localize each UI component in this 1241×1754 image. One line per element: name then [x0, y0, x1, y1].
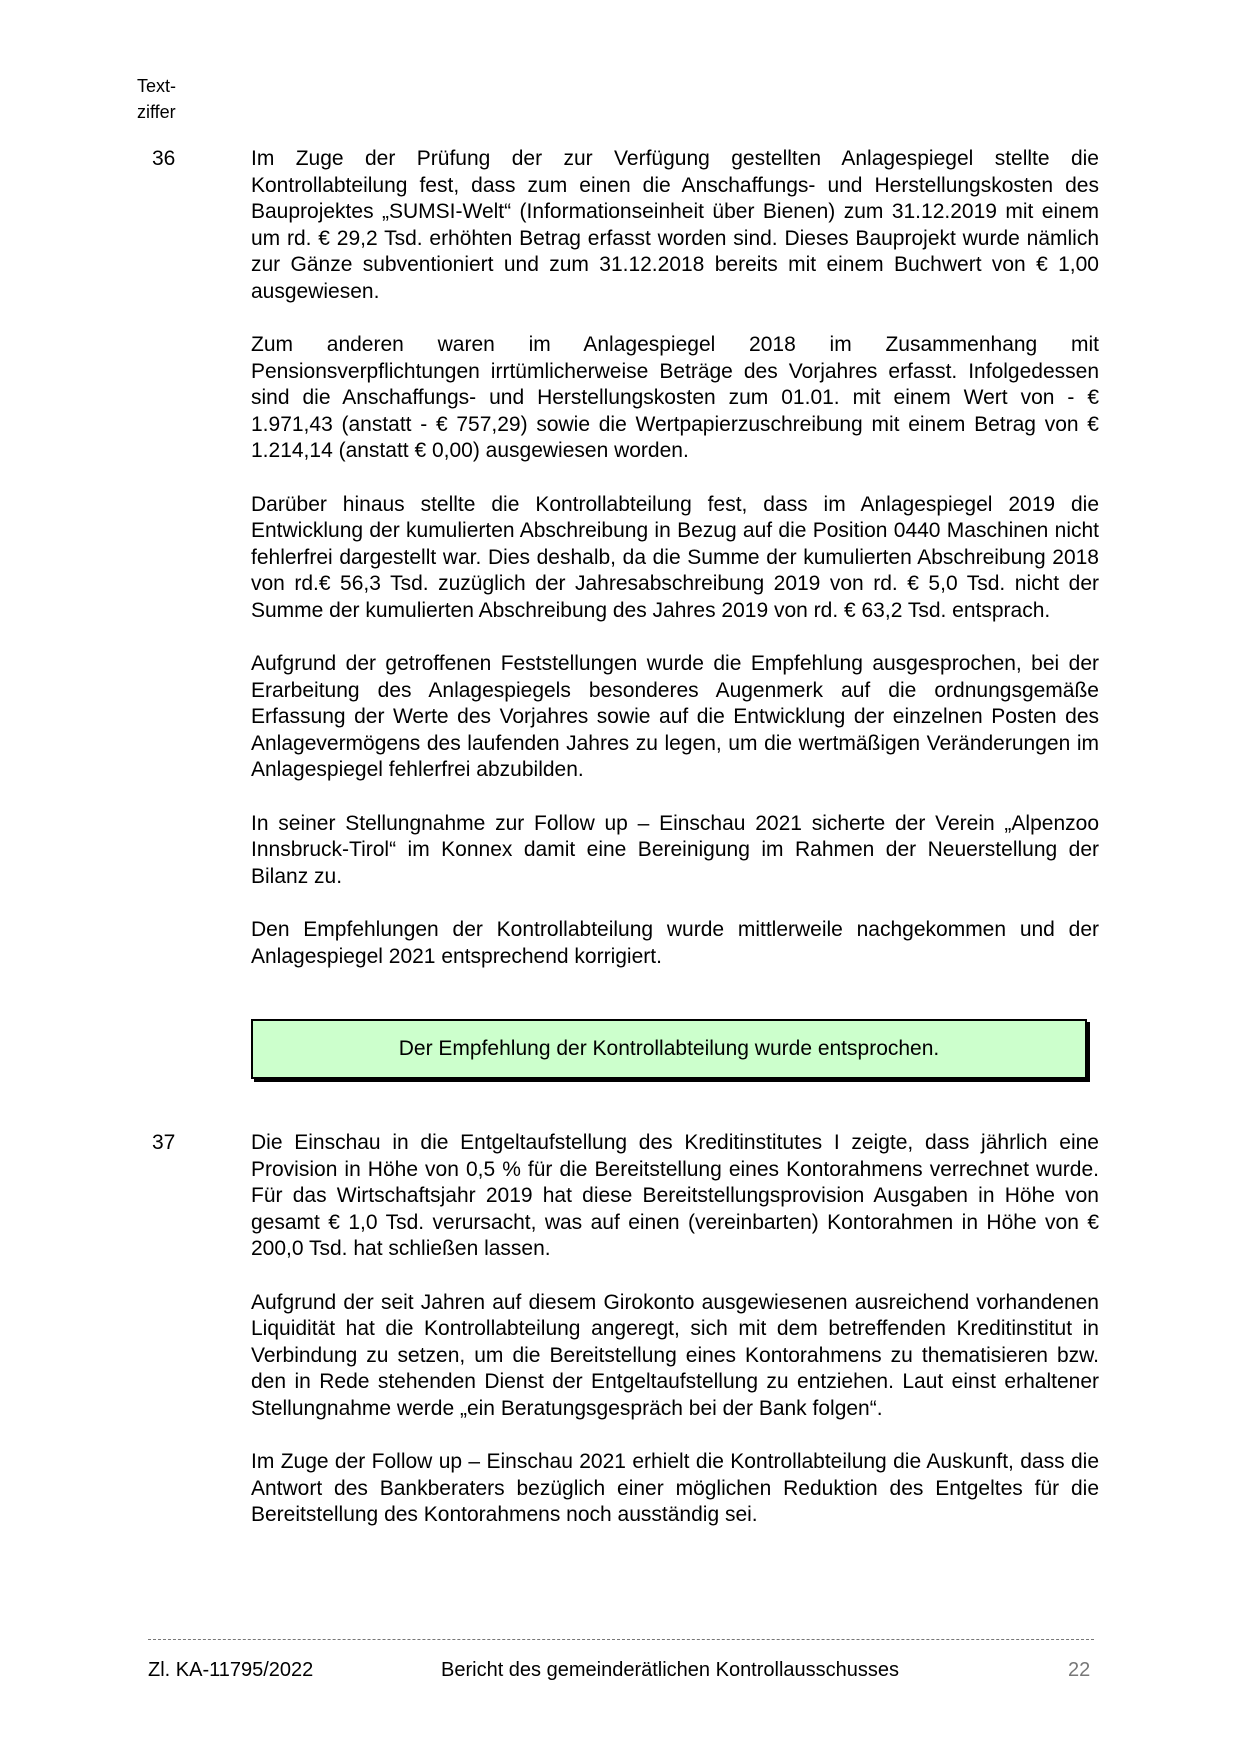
- section-body: [251, 146, 1099, 970]
- margin-label-line2: ziffer: [137, 102, 176, 122]
- section-number: 37: [152, 1131, 176, 1154]
- paragraph: Den Empfehlungen der Kontrollabteilung wurde mittlerweile nachgekommen und der Anlagespiegel 2021 entsprechend korrigiert.: [251, 918, 1099, 968]
- page-number: 22: [1068, 1659, 1091, 1681]
- recommendation-box: Der Empfehlung der Kontrollabteilung wurde entsprochen.: [251, 1019, 1087, 1079]
- margin-label: [137, 73, 176, 125]
- paragraph: Aufgrund der getroffenen Feststellungen wurde die Empfehlung ausgesprochen, bei der Erarbeitung des Anlagespiegels besonderes Augenmerk auf die ordnungsgemäße Erfassung der Werte des Vorjahres sowie auf die Entwicklung der einzelnen Posten des Anlagevermögens des laufenden Jahres zu legen, um die wertmäßigen Veränderungen im Anlagespiegel fehlerfrei abzubilden.: [251, 652, 1099, 781]
- paragraph: Im Zuge der Follow up – Einschau 2021 erhielt die Kontrollabteilung die Auskunft, dass die Antwort des Bankberaters bezüglich einer möglichen Reduktion des Entgeltes für die Bereitstellung des Kontorahmens noch ausständig sei.: [251, 1450, 1099, 1526]
- section-body: [251, 1130, 1099, 1529]
- footer-reference: Zl. KA-11795/2022: [148, 1659, 314, 1681]
- section-number: 36: [152, 147, 176, 170]
- paragraph: In seiner Stellungnahme zur Follow up – Einschau 2021 sicherte der Verein „Alpenzoo Innsbruck-Tirol“ im Konnex damit eine Bereinigung im Rahmen der Neuerstellung der Bilanz zu.: [251, 811, 1099, 888]
- paragraph: Aufgrund der seit Jahren auf diesem Girokonto ausgewiesenen ausreichend vorhandenen Liquidität hat die Kontrollabteilung angeregt, sich mit dem betreffenden Kreditinstitut in Verbindung zu setzen, um die Bereitstellung eines Kontorahmens zu thematisieren bzw. den in Rede stehenden Dienst der Entgeltaufstellung zu entziehen. Laut einst erhaltener Stellungnahme werde „ein Beratungsgespräch bei der Bank folgen“.: [251, 1290, 1099, 1420]
- footer-title: Bericht des gemeinderätlichen Kontrollausschusses: [441, 1659, 900, 1681]
- footer-divider: [148, 1639, 1094, 1640]
- paragraph: Im Zuge der Prüfung der zur Verfügung gestellten Anlagespiegel stellte die Kontrollabteilung fest, dass zum einen die Anschaffungs- und Herstellungskosten des Bauprojektes „SUMSI-Welt“ (Informationseinheit über Bienen) zum 31.12.2019 mit einem um rd. € 29,2 Tsd. erhöhten Betrag erfasst worden sind. Dieses Bauprojekt wurde nämlich zur Gänze subventioniert und zum 31.12.2018 bereits mit einem Buchwert von € 1,00 ausgewiesen.: [251, 147, 1099, 303]
- paragraph: Die Einschau in die Entgeltaufstellung des Kreditinstitutes I zeigte, dass jährlich eine Provision in Höhe von 0,5 % für die Bereitstellung eines Kontorahmens verrechnet wurde. Für das Wirtschaftsjahr 2019 hat diese Bereitstellungsprovision Ausgaben in Höhe von gesamt € 1,0 Tsd. verursacht, was auf einen (vereinbarten) Kontorahmen in Höhe von € 200,0 Tsd. hat schließen lassen.: [251, 1131, 1099, 1260]
- margin-label-line1: Text-: [137, 76, 177, 96]
- paragraph: Zum anderen waren im Anlagespiegel 2018 im Zusammenhang mit Pensionsverpflichtungen irrtümlicherweise Beträge des Vorjahres erfasst. Infolgedessen sind die Anschaffungs- und Herstellungskosten zum 01.01. mit einem Wert von - € 1.971,43 (anstatt - € 757,29) sowie die Wertpapierzuschreibung mit einem Betrag von € 1.214,14 (anstatt € 0,00) ausgewiesen worden.: [251, 333, 1099, 462]
- paragraph: Darüber hinaus stellte die Kontrollabteilung fest, dass im Anlagespiegel 2019 die Entwicklung der kumulierten Abschreibung in Bezug auf die Position 0440 Maschinen nicht fehlerfrei dargestellt war. Dies deshalb, da die Summe der kumulierten Abschreibung 2018 von rd.€ 56,3 Tsd. zuzüglich der Jahresabschreibung 2019 von rd. € 5,0 Tsd. nicht der Summe der kumulierten Abschreibung des Jahres 2019 von rd. € 63,2 Tsd. entsprach.: [251, 492, 1099, 622]
